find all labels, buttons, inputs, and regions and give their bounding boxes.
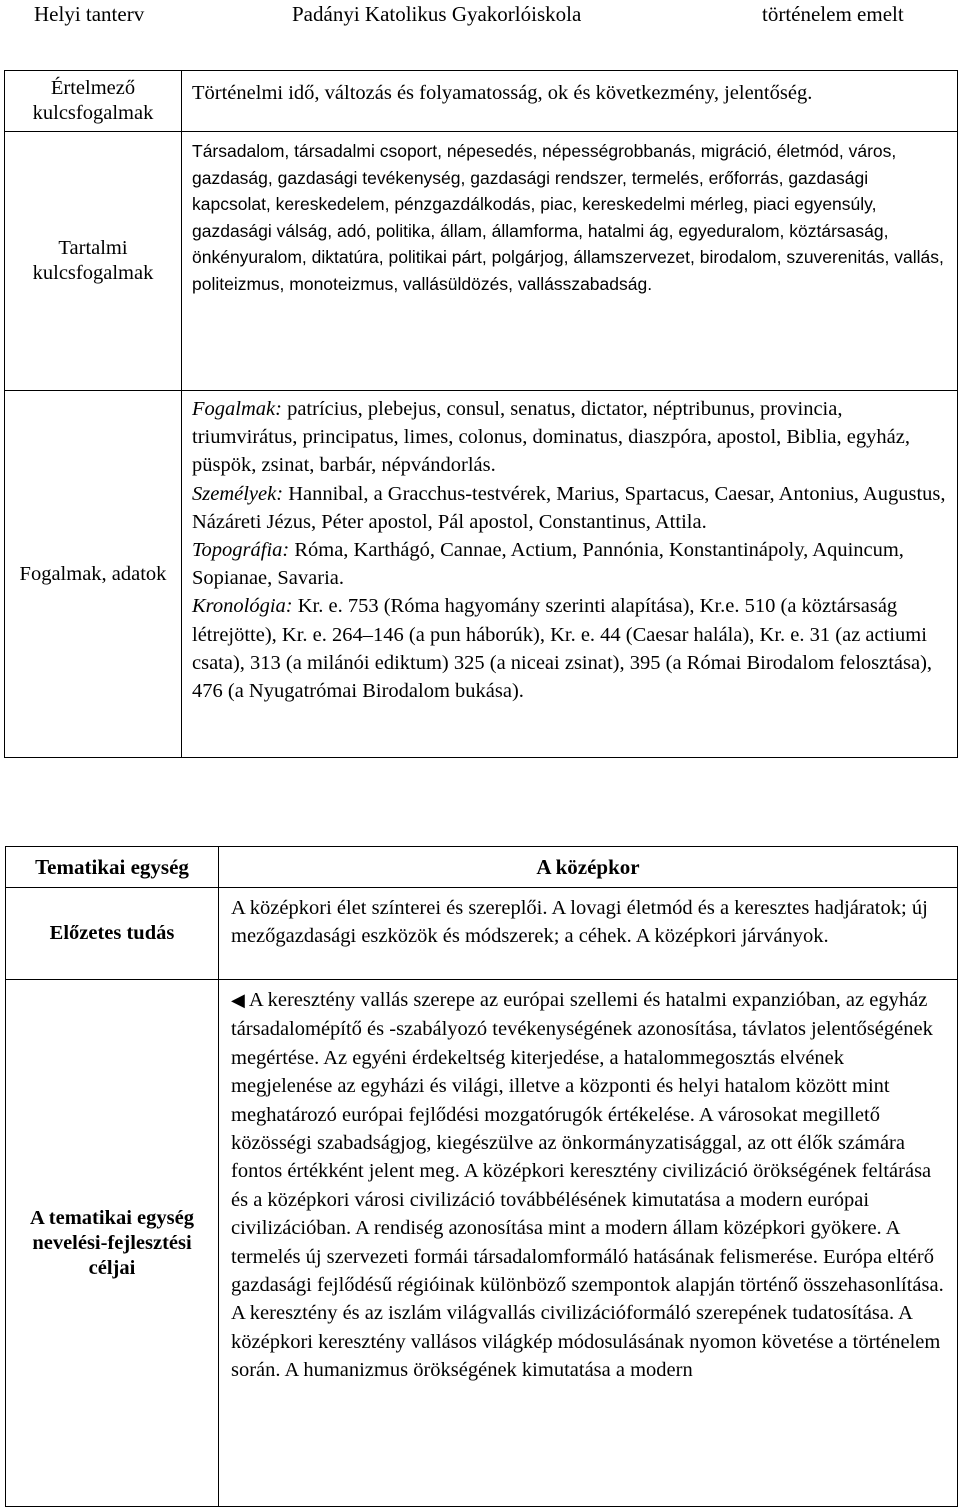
prior-knowledge-text: A középkori élet színterei és szereplői. A lovagi életmód és a keresztes hadjáratok; új mezőgazdasági eszközök és módszerek; a céhek. A középkori járványok. xyxy=(219,888,958,980)
persons-paragraph xyxy=(192,480,947,536)
table-row xyxy=(6,980,958,1507)
thematic-unit-title: A középkor xyxy=(219,847,958,888)
chronology-paragraph xyxy=(192,592,947,705)
interpretive-concepts-text: Történelmi idő, változás és folyamatosság, ok és következmény, jelentőség. xyxy=(182,71,958,132)
terms-text: patrícius, plebejus, consul, senatus, dictator, néptribunus, provincia, triumvirátus, principatus, limes, colonus, dominatus, diaszpóra, apostol, Biblia, egyház, püspök, zsinat, barbár, népvándorlás. xyxy=(192,398,910,477)
interpretive-concepts-label: Értelmező kulcsfogalmak xyxy=(5,71,182,132)
topography-text: Róma, Karthágó, Cannae, Actium, Pannónia, Konstantinápoly, Aquincum, Sopianae, Savaria. xyxy=(192,539,904,590)
table-row xyxy=(5,391,958,758)
development-goals-cell xyxy=(219,980,958,1507)
development-goals-label: A tematikai egység nevelési-fejlesztési céljai xyxy=(6,980,219,1507)
chronology-label: Kronológia: xyxy=(192,595,293,618)
content-concepts-text: Társadalom, társadalmi csoport, népesedés, népességrobbanás, migráció, életmód, város, gazdaság, gazdasági tevékenység, gazdasági rendszer, termelés, erőforrás, gazdasági kapcsolat, kereskedelem, pénzgazdálkodás, piac, kereskedelmi mérleg, piaci egyensúly, gazdasági válság, adó, politika, állam, államforma, hatalmi ág, egyeduralom, köztársaság, önkényuralom, diktatúra, politikai párt, polgárjog, államszervezet, birodalom, szuverenitás, vallás, politeizmus, monoteizmus, vallásüldözés, vallásszabadság. xyxy=(182,132,958,391)
persons-text: Hannibal, a Gracchus-testvérek, Marius, Spartacus, Caesar, Antonius, Augustus, Názáreti Jézus, Péter apostol, Pál apostol, Constantinus, Attila. xyxy=(192,482,946,533)
concepts-table xyxy=(4,70,958,758)
triangle-bullet-icon: ◀ xyxy=(231,990,245,1011)
terms-data-cell xyxy=(182,391,958,758)
terms-data-label: Fogalmak, adatok xyxy=(5,391,182,758)
table-row xyxy=(6,888,958,980)
table-row xyxy=(6,847,958,888)
page-header xyxy=(0,0,960,30)
development-goals-paragraph xyxy=(231,986,947,1385)
table-row xyxy=(5,132,958,391)
header-school-name: Padányi Katolikus Gyakorlóiskola xyxy=(292,2,582,26)
content-concepts-label: Tartalmi kulcsfogalmak xyxy=(5,132,182,391)
table-row xyxy=(5,71,958,132)
thematic-unit-label: Tematikai egység xyxy=(6,847,219,888)
header-subject: történelem emelt xyxy=(762,2,904,26)
prior-knowledge-label: Előzetes tudás xyxy=(6,888,219,980)
terms-label: Fogalmak: xyxy=(192,398,282,420)
terms-paragraph xyxy=(192,395,947,480)
chronology-text: Kr. e. 753 (Róma hagyomány szerinti alapítása), Kr.e. 510 (a köztársaság létrejötte), Kr. e. 264–146 (a pun háborúk), Kr. e. 44 (Caesar halála), Kr. e. 31 (az actiumi csata), 313 (a milánói ediktum) 325 (a niceai zsinat), 395 (a Római Birodalom felosztása), 476 (a Nyugatrómai Birodalom bukása). xyxy=(192,595,933,703)
persons-label: Személyek: xyxy=(192,482,284,505)
header-curriculum-title: Helyi tanterv xyxy=(34,2,145,26)
thematic-unit-table xyxy=(5,846,958,1507)
topography-paragraph xyxy=(192,536,947,592)
topography-label: Topográfia: xyxy=(192,539,290,562)
development-goals-text: A keresztény vallás szerepe az európai szellemi és hatalmi expanzióban, az egyház társadalomépítő és -szabályozó tevékenységének azonosítása, távlatos jelentőségének megértése. Az egyéni érdekeltség kiterjedése, a hatalommegosztás elvének megjelenése az egyházi és világi, illetve a központi és helyi hatalom között mint meghatározó európai fejlődési mozgatórugók értékelése. A városokat megillető közösségi szabadságjog, kiegészülve az önkormányzatisággal, az ott élők számára fontos értékként jelent meg. A középkori keresztény civilizáció örökségének feltárása és a középkori városi civilizáció továbbélésének kimutatása a modern európai civilizációban. A rendiség azonosítása mint a modern állam középkori gyökere. A termelés új szervezeti formái társadalomformáló hatásának felismerése. Európa eltérő gazdasági fejlődésű régióinak különböző szempontok alapján történő összehasonlítása. A keresztény és az iszlám világvallás civilizációformáló szerepének tudatosítása. A középkori keresztény vallásos világkép módosulásának nyomon követése a történelem során. A humanizmus örökségének kimutatása a modern xyxy=(231,989,944,1382)
